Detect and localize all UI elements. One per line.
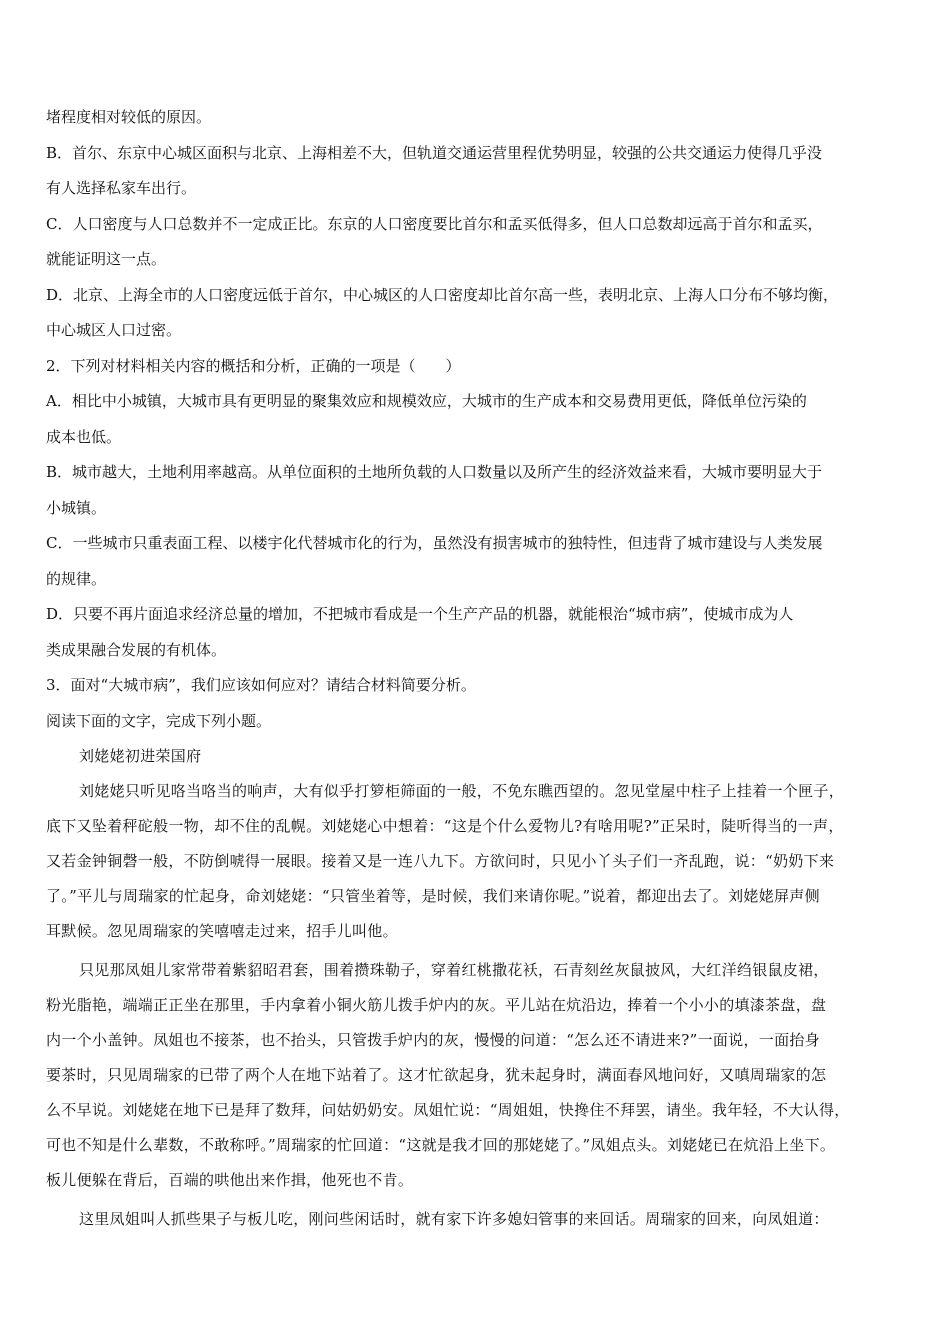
q2-stem: 2．下列对材料相关内容的概括和分析，正确的一项是（ ） — [46, 356, 461, 375]
story-p1-line: 又若金钟铜磬一般，不防倒唬得一展眼。接着又是一连八九下。方欲问时，只见小丫头子们一齐乱跑，说：“奶奶下来 — [46, 852, 835, 870]
q1-option-b-line2: 有人选择私家车出行。 — [46, 179, 197, 197]
q2-option-a-line1: A．相比中小城镇，大城市具有更明显的聚集效应和规模效应，大城市的生产成本和交易费用更低，降低单位污染的 — [46, 392, 807, 410]
story-p1-line: 刘姥姥只听见咯当咯当的响声，大有似乎打箩柜筛面的一般，不免东瞧西望的。忽见堂屋中柱子上挂着一个匣子， — [79, 782, 845, 800]
q1-option-d-line1: D．北京、上海全市的人口密度远低于首尔，中心城区的人口密度却比首尔高一些，表明北京、上海人口分布不够均衡， — [46, 285, 839, 304]
story-p2-line: 板儿便躲在背后，百端的哄他出来作揖，他死也不肯。 — [46, 1171, 414, 1189]
q2-option-a-line2: 成本也低。 — [46, 427, 122, 446]
q2-option-b-line1: B．城市越大，土地利用率越高。从单位面积的土地所负载的人口数量以及所产生的经济效益来看，大城市要明显大于 — [46, 463, 823, 481]
q1-option-c-line2: 就能证明这一点。 — [46, 250, 167, 268]
story-p3-line: 这里凤姐叫人抓些果子与板儿吃，刚问些闲话时，就有家下许多媳妇管事的来回话。周瑞家的回来，向凤姐道： — [79, 1210, 829, 1228]
story-p2-line: 要茶时，只见周瑞家的已带了两个人在地下站着了。这才忙欲起身，犹未起身时，满面春风地问好，又嗔周瑞家的怎 — [46, 1066, 827, 1084]
story-title: 刘姥姥初进荣国府 — [79, 747, 202, 765]
q2-option-c-line2: 的规律。 — [46, 569, 107, 588]
story-p1-line: 耳默候。忽见周瑞家的笑嘻嘻走过来，招手儿叫他。 — [46, 922, 398, 940]
story-p2-line: 内一个小盖钟。凤姐也不接茶，也不抬头，只管拨手炉内的灰，慢慢的问道：“怎么还不请进来?”一面说，一面抬身 — [46, 1031, 820, 1049]
q2-option-d-line1: D．只要不再片面追求经济总量的增加，不把城市看成是一个生产产品的机器，就能根治“城市病”，使城市成为人 — [46, 605, 794, 623]
story-p2-line: 么不早说。刘姥姥在地下已是拜了数拜，问姑奶奶安。凤姐忙说：“周姐姐，快搀住不拜罢，请坐。我年轻，不大认得， — [46, 1101, 850, 1119]
q1-option-d-line2: 中心城区人口过密。 — [46, 321, 182, 339]
reading-instruction: 阅读下面的文字，完成下列小题。 — [46, 711, 272, 730]
q3-stem: 3．面对“大城市病”，我们应该如何应对？请结合材料简要分析。 — [46, 676, 476, 694]
q1-option-b-line1: B．首尔、东京中心城区面积与北京、上海相差不大，但轨道交通运营里程优势明显，较强的公共交通运力使得几乎没 — [46, 143, 823, 162]
q1-option-c-line1: C．人口密度与人口总数并不一定成正比。东京的人口密度要比首尔和孟买低得多，但人口总数却远高于首尔和孟买， — [46, 214, 823, 233]
q2-option-c-line1: C．一些城市只重表面工程、以楼宇化代替城市化的行为，虽然没有损害城市的独特性，但违背了城市建设与人类发展 — [46, 534, 823, 552]
q1-option-a-end: 堵程度相对较低的原因。 — [46, 108, 212, 126]
q2-option-d-line2: 类成果融合发展的有机体。 — [46, 640, 227, 659]
story-p1-line: 底下又坠着秤砣般一物，却不住的乱幌。刘姥姥心中想着：“这是个什么爱物儿?有啥用呢?”正呆时，陡听得当的一声， — [46, 817, 844, 835]
story-p2-line: 粉光脂艳，端端正正坐在那里，手内拿着小铜火筋儿拨手炉内的灰。平儿站在炕沿边，捧着一个小小的填漆茶盘，盘 — [46, 996, 827, 1014]
story-p2-line: 只见那凤姐儿家常带着紫貂昭君套，围着攒珠勒子，穿着红桃撒花袄，石青刻丝灰鼠披风，大红洋绉银鼠皮裙， — [79, 961, 829, 979]
story-passage — [46, 739, 916, 1237]
document-page — [46, 100, 916, 1237]
story-p1-line: 了。”平儿与周瑞家的忙起身，命刘姥姥：“只管坐着等，是时候，我们来请你呢。”说着，都迎出去了。刘姥姥屏声侧 — [46, 887, 820, 905]
story-p2-line: 可也不知是什么辈数，不敢称呼。”周瑞家的忙回道：“这就是我才回的那姥姥了。”凤姐点头。刘姥姥已在炕沿上坐下。 — [46, 1136, 836, 1154]
q2-option-b-line2: 小城镇。 — [46, 498, 107, 517]
